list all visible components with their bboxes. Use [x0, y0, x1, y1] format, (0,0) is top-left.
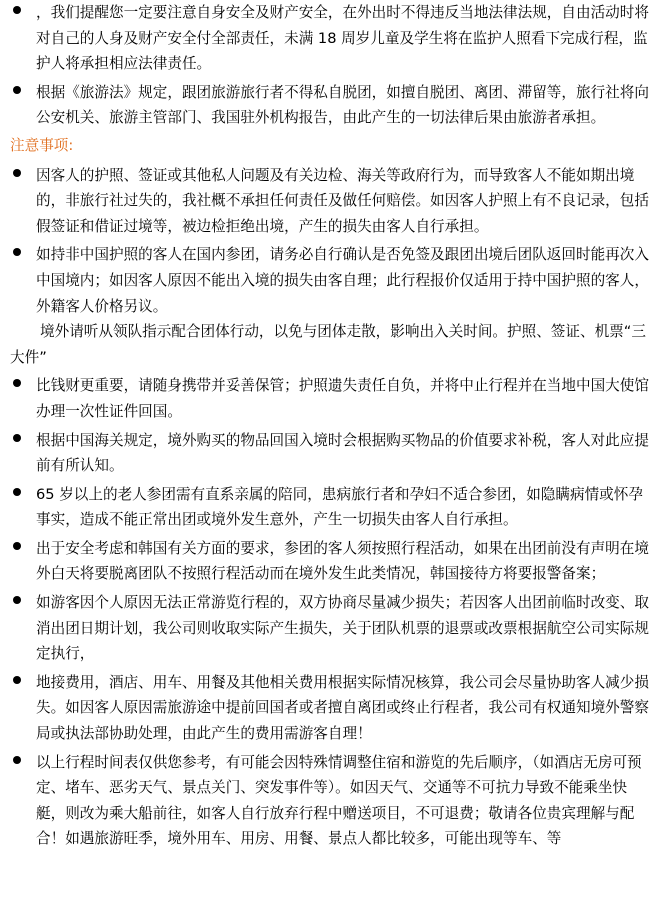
plain-paragraph	[0, 319, 659, 370]
notice-item-text: 因客人的护照、签证或其他私人问题及有关边检、海关等政府行为，而导致客人不能如期出境的，非旅行社过失的，我社概不承担任何责任及做任何赔偿。如因客人护照上有不良记录，包括假签证和借证过境等，被边检拒绝出境，产生的损失由客人自行承担。	[36, 166, 649, 235]
notice-item-9	[0, 750, 659, 852]
notice-title: 注意事项:	[10, 136, 74, 154]
notice-item-6	[0, 536, 659, 587]
bullet-icon	[10, 242, 24, 268]
notice-item-1	[0, 163, 659, 240]
notice-item-text: 如游客因个人原因无法正常游览行程的，双方协商尽量减少损失；若因客人出团前临时改变、取消出团日期计划，我公司则收取实际产生损失，关于团队机票的退票或改票根据航空公司实际规定执行，	[36, 594, 649, 663]
notice-item-text: 根据中国海关规定，境外购买的物品回国入境时会根据购买物品的价值要求补税，客人对此应提前有所认知。	[36, 431, 649, 475]
notice-item-4	[0, 428, 659, 479]
notice-item-text: 以上行程时间表仅供您参考，有可能会因特殊情调整住宿和游览的先后顺序，（如酒店无房可预定、堵车、恶劣天气、景点关门、突发事件等）。如因天气、交通等不可抗力导致不能乘坐快艇，则改为乘大船前往，如客人自行放弃行程中赠送项目，不可退费；敬请各位贵宾理解与配合！如遇旅游旺季，境外用车、用房、用餐、景点人都比较多，可能出现等车、等	[36, 753, 642, 848]
bullet-icon	[10, 670, 24, 696]
intro-item-2	[0, 80, 659, 131]
intro-item-text: 根据《旅游法》规定，跟团旅游旅行者不得私自脱团，如擅自脱团、离团、滞留等，旅行社将向公安机关、旅游主管部门、我国驻外机构报告，由此产生的一切法律后果由旅游者承担。	[36, 83, 649, 127]
bullet-icon	[10, 482, 24, 508]
intro-item-1	[0, 0, 659, 77]
bullet-icon	[10, 80, 24, 106]
bullet-icon	[10, 590, 24, 616]
notice-item-8	[0, 670, 659, 747]
notice-item-text: 65 岁以上的老人参团需有直系亲属的陪同，患病旅行者和孕妇不适合参团，如隐瞒病情或怀孕事实，造成不能正常出团或境外发生意外，产生一切损失由客人自行承担。	[36, 485, 643, 529]
notice-item-text: 地接费用，酒店、用车、用餐及其他相关费用根据实际情况核算，我公司会尽量协助客人减少损失。如因客人原因需旅游途中提前回国者或者擅自离团或终止行程者，我公司有权通知境外警察局或执法部协助处理，由此产生的费用需游客自理！	[36, 673, 649, 743]
intro-item-text: ，我们提醒您一定要注意自身安全及财产安全，在外出时不得违反当地法律法规，自由活动时将对自己的人身及财产安全付全部责任，未满 18 周岁儿童及学生将在监护人照看下完成行程，监护人将承担相应法律责任。	[36, 4, 649, 73]
notice-item-text: 比钱财更重要，请随身携带并妥善保管；护照遗失责任自负，并将中止行程并在当地中国大使馆办理一次性证件回国。	[36, 377, 649, 420]
notice-item-7	[0, 590, 659, 667]
bullet-icon	[10, 163, 24, 189]
plain-paragraph-text: 境外请听从领队指示配合团体行动，以免与团体走散，影响出入关时间。护照、签证、机票“三大件”	[10, 323, 646, 366]
notice-item-text: 如持非中国护照的客人在国内参团，请务必自行确认是否免签及跟团出境后团队返回时能再次入中国境内；如因客人原因不能出入境的损失由客自理；此行程报价仅适用于持中国护照的客人，外籍客人价格另议。	[36, 246, 649, 315]
bullet-icon	[10, 536, 24, 562]
notice-item-2	[0, 242, 659, 319]
notice-item-3	[0, 373, 659, 424]
notice-item-5	[0, 482, 659, 533]
bullet-icon	[10, 428, 24, 454]
bullet-icon	[10, 750, 24, 776]
bullet-icon	[10, 0, 24, 26]
bullet-icon	[10, 373, 24, 399]
notice-item-text: 出于安全考虑和韩国有关方面的要求，参团的客人须按照行程活动，如果在出团前没有声明在境外白天将要脱离团队不按照行程活动而在境外发生此类情况，韩国接待方将要报警备案；	[36, 539, 649, 583]
